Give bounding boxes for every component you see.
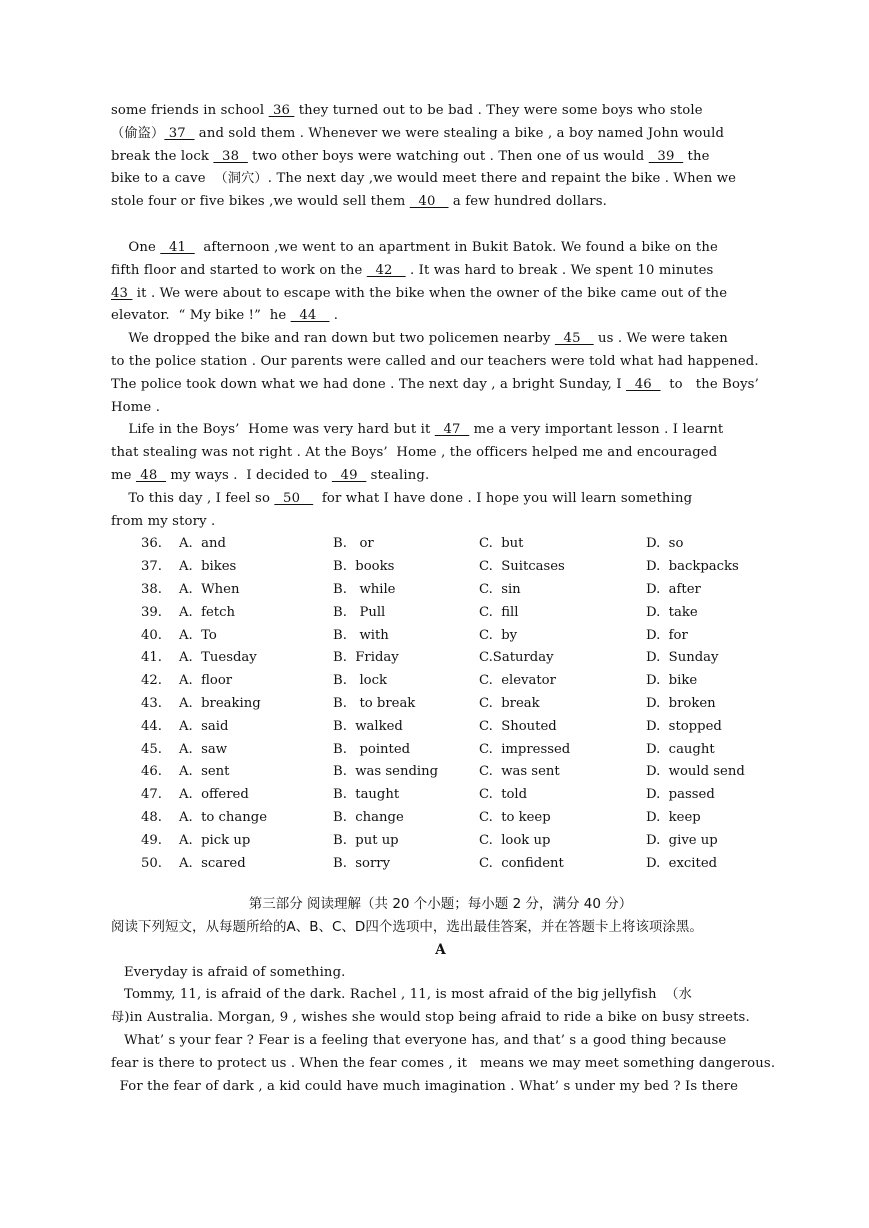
option-choice: B. to break [333, 695, 416, 711]
option-choice: B. put up [333, 832, 399, 848]
option-choice: D. Sunday [646, 650, 719, 666]
cloze-text: . [329, 308, 339, 324]
question-number: 38. [141, 581, 162, 597]
option-row [111, 602, 770, 625]
option-row [111, 830, 770, 853]
reading-line: fear is there to protect us . When the fear comes , it means we may meet something dangerous. [111, 1055, 776, 1071]
option-choice: A. saw [179, 741, 228, 757]
option-choice: C. Suitcases [479, 559, 565, 575]
option-choice: B. Friday [333, 650, 399, 666]
question-number: 40. [141, 627, 162, 643]
option-choice: B. walked [333, 718, 403, 734]
option-choice: D. for [646, 627, 688, 643]
option-choice: C. was sent [479, 764, 560, 780]
option-row [111, 853, 770, 876]
cloze-text: me [111, 467, 136, 483]
question-number: 45. [141, 741, 162, 757]
cloze-text: for what I have done . I hope you will learn something [313, 490, 693, 506]
cloze-text: break the lock [111, 148, 214, 164]
blank-number: 41 [160, 239, 195, 255]
cloze-text: Life in the Boys’ Home was very hard but it [111, 422, 435, 438]
cloze-line [111, 237, 770, 260]
question-number: 47. [141, 787, 162, 803]
blank-number: 50 [274, 490, 314, 506]
option-choice: C. to keep [479, 809, 551, 825]
cloze-line [111, 465, 770, 488]
cloze-text: that stealing was not right . At the Boys’ Home , the officers helped me and encouraged [111, 445, 718, 461]
blank-number: 38 [213, 148, 248, 164]
question-number: 48. [141, 809, 162, 825]
option-row [111, 625, 770, 648]
cloze-line [111, 442, 770, 465]
option-choice: D. take [646, 604, 698, 620]
option-choice: D. stopped [646, 718, 722, 734]
option-choice: C. Shouted [479, 718, 557, 734]
option-choice: B. Pull [333, 604, 386, 620]
cloze-text: Home . [111, 399, 161, 415]
option-choice: A. floor [179, 673, 233, 689]
blank-number: 44 [290, 308, 330, 324]
paragraph-gap [111, 214, 770, 237]
question-number: 36. [141, 536, 162, 552]
cloze-text: To this day , I feel so [111, 490, 275, 506]
cloze-text: some friends in school [111, 103, 269, 118]
blank-number: 45 [554, 331, 594, 347]
reading-line: Tommy, 11, is afraid of the dark. Rachel , 11, is most afraid of the big jellyfish （水 [111, 987, 692, 1003]
cloze-text: stole four or five bikes ,we would sell them [111, 194, 410, 210]
cloze-text: me a very important lesson . I learnt [469, 422, 724, 438]
cloze-text: One [111, 239, 161, 255]
cloze-text: fifth floor and started to work on the [111, 262, 367, 278]
option-choice: C. by [479, 627, 518, 643]
option-choice: C. impressed [479, 741, 571, 757]
option-row [111, 647, 770, 670]
cloze-line [111, 168, 770, 191]
option-choice: D. keep [646, 809, 701, 825]
blank-number: 37 [164, 125, 195, 141]
cloze-text: to the police station . Our parents were called and our teachers were told what had happened. [111, 353, 759, 369]
question-number: 41. [141, 650, 162, 666]
cloze-text: The police took down what we had done . The next day , a bright Sunday, I [111, 376, 627, 392]
option-choice: A. said [179, 718, 229, 734]
option-row [111, 716, 770, 739]
option-choice: A. scared [179, 855, 246, 871]
cloze-text: my ways . I decided to [166, 467, 332, 483]
cloze-line [111, 328, 770, 351]
blank-number: 47 [434, 422, 470, 438]
question-number: 39. [141, 604, 162, 620]
option-choice: A. Tuesday [179, 650, 257, 666]
option-choice: D. give up [646, 832, 718, 848]
option-choice: C. look up [479, 832, 551, 848]
option-choice: D. backpacks [646, 559, 739, 575]
question-number: 50. [141, 855, 162, 871]
option-row [111, 693, 770, 716]
option-choice: A. and [179, 536, 226, 552]
cloze-line [111, 351, 770, 374]
option-row [111, 784, 770, 807]
cloze-line [111, 488, 770, 511]
option-choice: B. lock [333, 673, 387, 689]
option-choice: A. fetch [179, 604, 235, 620]
option-choice: C. confident [479, 855, 564, 871]
option-choice: B. with [333, 627, 389, 643]
blank-number: 39 [648, 148, 684, 164]
option-row [111, 807, 770, 830]
option-choice: B. sorry [333, 855, 391, 871]
reading-line: What’ s your fear ? Fear is a feeling that everyone has, and that’ s a good thing because [111, 1033, 727, 1049]
cloze-line [111, 260, 770, 283]
cloze-text: the [683, 148, 710, 164]
blank-number: 49 [331, 467, 367, 483]
cloze-text: stealing. [366, 467, 430, 483]
cloze-line [111, 123, 770, 146]
option-choice: A. offered [179, 787, 249, 803]
blank-number: 36 [268, 103, 295, 118]
cloze-line [111, 146, 770, 169]
cloze-line [111, 100, 770, 123]
option-choice: C. told [479, 787, 528, 803]
reading-line: For the fear of dark , a kid could have much imagination . What’ s under my bed ? Is there [111, 1078, 739, 1094]
option-choice: C. sin [479, 581, 521, 597]
option-choice: D. broken [646, 695, 716, 711]
question-number: 44. [141, 718, 162, 734]
option-choice: B. books [333, 559, 395, 575]
cloze-passage [111, 100, 770, 533]
option-choice: A. When [179, 581, 240, 597]
cloze-line [111, 283, 770, 306]
option-choice: B. or [333, 536, 374, 552]
question-number: 37. [141, 559, 162, 575]
option-choice: B. change [333, 809, 404, 825]
cloze-text: elevator. “ My bike !” he [111, 308, 291, 324]
option-choice: D. would send [646, 764, 745, 780]
option-choice: D. excited [646, 855, 718, 871]
question-number: 46. [141, 764, 162, 780]
option-choice: C. elevator [479, 673, 556, 689]
option-row [111, 579, 770, 602]
option-choice: B. was sending [333, 764, 439, 780]
cloze-text: afternoon ,we went to an apartment in Bukit Batok. We found a bike on the [194, 239, 718, 255]
cloze-text: bike to a cave （洞穴）. The next day ,we would meet there and repaint the bike . When we [111, 171, 737, 187]
cloze-text: We dropped the bike and ran down but two policemen nearby [111, 331, 555, 347]
option-row [111, 556, 770, 579]
question-number: 42. [141, 673, 162, 689]
option-choice: D. after [646, 581, 701, 597]
blank-number: 42 [366, 262, 406, 278]
reading-line: 母)in Australia. Morgan, 9 , wishes she would stop being afraid to ride a bike on busy streets. [111, 1010, 750, 1026]
cloze-text: they turned out to be bad . They were some boys who stole [294, 103, 703, 118]
cloze-text: us . We were taken [593, 331, 728, 347]
option-choice: D. passed [646, 787, 715, 803]
option-choice: D. caught [646, 741, 715, 757]
passage-letter: A [435, 941, 446, 958]
cloze-line [111, 191, 770, 214]
option-row [111, 761, 770, 784]
cloze-text: . It was hard to break . We spent 10 minutes [405, 262, 714, 278]
cloze-text: two other boys were watching out . Then one of us would [247, 148, 649, 164]
cloze-line [111, 305, 770, 328]
cloze-line [111, 419, 770, 442]
option-choice: A. sent [179, 764, 230, 780]
cloze-line [111, 511, 770, 534]
option-choice: B. pointed [333, 741, 411, 757]
exam-page [111, 100, 776, 1098]
option-choice: A. To [179, 627, 217, 643]
cloze-text: from my story . [111, 513, 216, 529]
reading-passage [111, 962, 776, 1099]
cloze-text: to the Boys’ [660, 376, 759, 392]
cloze-options [111, 533, 770, 875]
question-number: 43. [141, 695, 162, 711]
option-choice: B. taught [333, 787, 400, 803]
cloze-text: a few hundred dollars. [448, 194, 607, 210]
blank-number: 46 [626, 376, 661, 392]
option-choice: B. while [333, 581, 396, 597]
option-choice: A. pick up [179, 832, 251, 848]
section-instruction: 阅读下列短文，从每题所给的A、B、C、D四个选项中，选出最佳答案，并在答题卡上将该项涂黑。 [111, 919, 703, 936]
option-choice: D. so [646, 536, 684, 552]
cloze-line [111, 397, 770, 420]
blank-number: 43 [111, 285, 133, 301]
question-number: 49. [141, 832, 162, 848]
cloze-text: and sold them . Whenever we were stealing a bike , a boy named John would [194, 125, 725, 141]
reading-line: Everyday is afraid of something. [111, 964, 346, 980]
option-row [111, 533, 770, 556]
cloze-text: it . We were about to escape with the bike when the owner of the bike came out of the [132, 285, 728, 301]
option-choice: C.Saturday [479, 650, 554, 666]
blank-number: 40 [409, 194, 449, 210]
option-row [111, 670, 770, 693]
cloze-text: （偷盗） [111, 125, 165, 141]
option-choice: C. break [479, 695, 540, 711]
blank-number: 48 [135, 467, 167, 483]
option-choice: D. bike [646, 673, 698, 689]
section-title: 第三部分 阅读理解（共 20 个小题；每小题 2 分，满分 40 分） [248, 896, 633, 913]
option-row [111, 739, 770, 762]
option-choice: C. but [479, 536, 524, 552]
option-choice: A. to change [179, 809, 268, 825]
option-choice: A. breaking [179, 695, 261, 711]
cloze-line [111, 374, 770, 397]
option-choice: A. bikes [179, 559, 237, 575]
option-choice: C. fill [479, 604, 519, 620]
